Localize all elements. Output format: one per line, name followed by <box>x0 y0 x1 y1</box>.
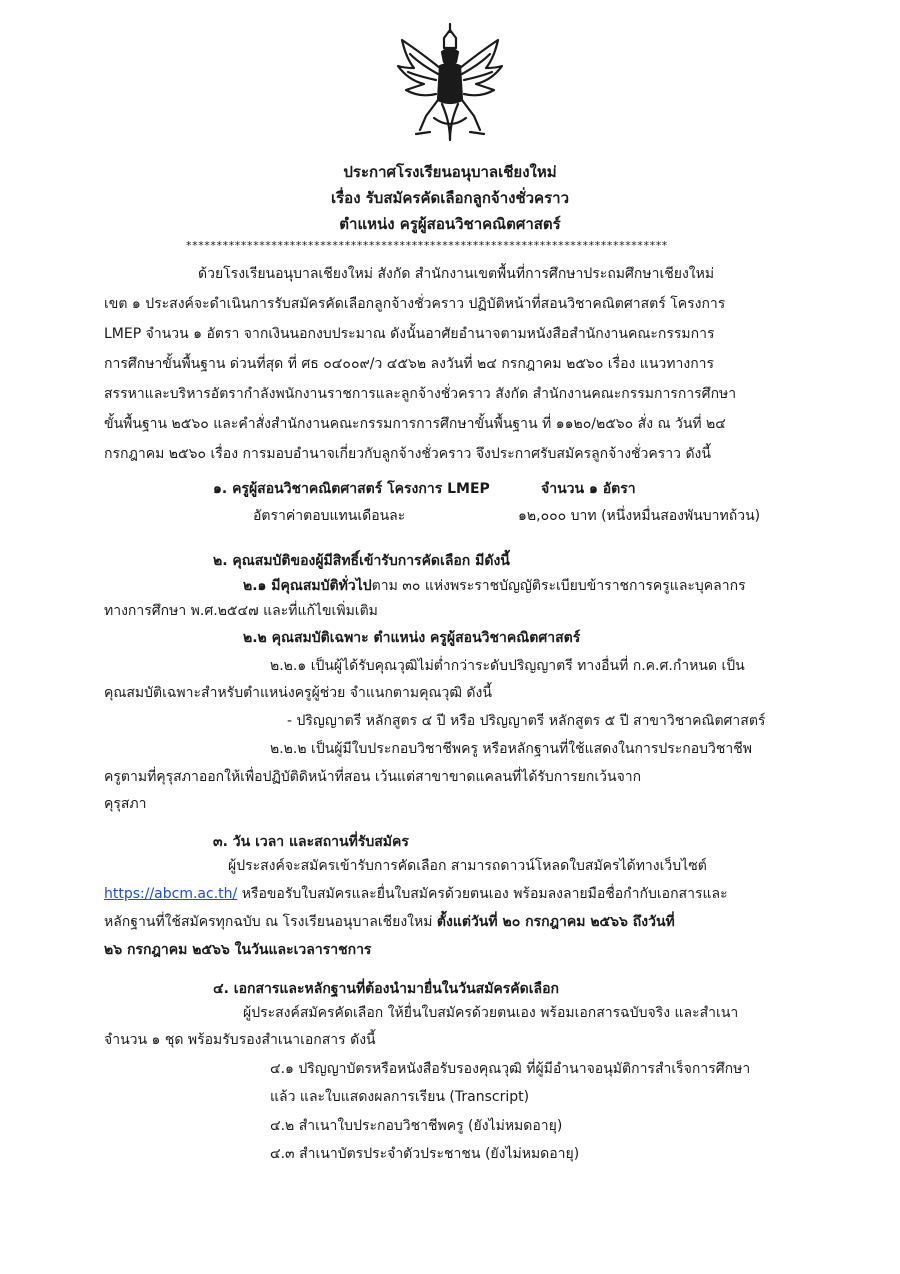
application-end-date: ๒๖ กรกฎาคม ๒๕๖๖ ในวันและเวลาราชการ <box>104 942 372 958</box>
section-1-title: ๑. ครูผู้สอนวิชาคณิตศาสตร์ โครงการ LMEP <box>213 481 490 497</box>
pay-value: ๑๒,๐๐๐ บาท (หนึ่งหมื่นสองพันบาทถ้วน) <box>518 508 761 524</box>
section-2-1-heading: ๒.๑ มีคุณสมบัติทั่วไป <box>243 578 372 594</box>
star-divider: ******************************************************************************* <box>186 239 668 252</box>
intro-line-4: การศึกษาขั้นพื้นฐาน ด่วนที่สุด ที่ ศธ ๐๔๐๐๙/ว ๔๕๖๒ ลงวันที่ ๒๔ กรกฎาคม ๒๕๖๐ เรื่อง แนวทางการ <box>104 356 715 372</box>
section-3-line-1: ผู้ประสงค์จะสมัครเข้ารับการคัดเลือก สามารถดาวน์โหลดใบสมัครได้ทางเว็บไซต์ <box>228 858 707 874</box>
section-3-line-2-text: หรือขอรับใบสมัครและยื่นใบสมัครด้วยตนเอง พร้อมลงลายมือชื่อกำกับเอกสารและ <box>237 886 728 902</box>
section-2-1-text: ตาม ๓๐ แห่งพระราชบัญญัติระเบียบข้าราชการครูและบุคลากร <box>371 578 746 594</box>
section-2-2-2-line-2: ครูตามที่คุรุสภาออกให้เพื่อปฏิบัติดิหน้าที่สอน เว้นแต่สาขาขาดแคลนที่ได้รับการยกเว้นจาก <box>104 769 642 785</box>
section-4-item-3: ๔.๓ สำเนาบัตรประจำตัวประชาชน (ยังไม่หมดอายุ) <box>270 1146 580 1162</box>
announcement-title: ประกาศโรงเรียนอนุบาลเชียงใหม่ <box>343 163 557 181</box>
section-2-1 <box>243 573 746 599</box>
section-2-2-2-line-3: คุรุสภา <box>104 796 147 812</box>
section-4-line-2: จำนวน ๑ ชุด พร้อมรับรองสำเนาเอกสาร ดังนี้ <box>104 1032 376 1048</box>
section-1-count: จำนวน ๑ อัตรา <box>541 481 636 497</box>
section-4-item-1-line-2: แล้ว และใบแสดงผลการเรียน (Transcript) <box>270 1089 530 1105</box>
section-2-2-1-bullet: - ปริญญาตรี หลักสูตร ๔ ปี หรือ ปริญญาตรี หลักสูตร ๕ ปี สาขาวิชาคณิตศาสตร์ <box>287 713 766 729</box>
section-4-item-2: ๔.๒ สำเนาใบประกอบวิชาชีพครู (ยังไม่หมดอายุ) <box>270 1118 563 1134</box>
section-3-title: ๓. วัน เวลา และสถานที่รับสมัคร <box>213 834 409 850</box>
section-2-2-title: ๒.๒ คุณสมบัติเฉพาะ ตำแหน่ง ครูผู้สอนวิชาคณิตศาสตร์ <box>243 630 581 646</box>
section-2-1-line-2: ทางการศึกษา พ.ศ.๒๕๔๗ และที่แก้ไขเพิ่มเติม <box>104 603 378 619</box>
garuda-emblem-icon <box>390 18 510 150</box>
intro-line-7: กรกฎาคม ๒๕๖๐ เรื่อง การมอบอำนาจเกี่ยวกับลูกจ้างชั่วคราว จึงประกาศรับสมัครลูกจ้างชั่วคราว ดังนี้ <box>104 446 711 462</box>
section-3-line-3-text: หลักฐานที่ใช้สมัครทุกฉบับ ณ โรงเรียนอนุบาลเชียงใหม่ <box>104 914 437 930</box>
intro-line-6: ขั้นพื้นฐาน ๒๕๖๐ และคำสั่งสำนักงานคณะกรรมการการศึกษาขั้นพื้นฐาน ที่ ๑๑๒๐/๒๕๖๐ สั่ง ณ วันที่ ๒๔ <box>104 416 726 432</box>
section-4-title: ๔. เอกสารและหลักฐานที่ต้องนำมายื่นในวันสมัครคัดเลือก <box>213 981 560 997</box>
section-4-item-1-line-1: ๔.๑ ปริญญาบัตรหรือหนังสือรับรองคุณวุฒิ ที่ผู้มีอำนาจอนุมัติการสำเร็จการศึกษา <box>270 1061 751 1077</box>
intro-line-3: LMEP จำนวน ๑ อัตรา จากเงินนอกงบประมาณ ดังนั้นอาศัยอำนาจตามหนังสือสำนักงานคณะกรรมการ <box>104 326 715 342</box>
announcement-subject: เรื่อง รับสมัครคัดเลือกลูกจ้างชั่วคราว <box>331 189 569 207</box>
section-2-2-2-line-1: ๒.๒.๒ เป็นผู้มีใบประกอบวิชาชีพครู หรือหลักฐานที่ใช้แสดงในการประกอบวิชาชีพ <box>270 741 752 757</box>
announcement-position: ตำแหน่ง ครูผู้สอนวิชาคณิตศาสตร์ <box>339 215 561 233</box>
intro-line-1: ด้วยโรงเรียนอนุบาลเชียงใหม่ สังกัด สำนักงานเขตพื้นที่การศึกษาประถมศึกษาเชียงใหม่ <box>198 266 715 282</box>
intro-line-5: สรรหาและบริหารอัตรากำลังพนักงานราชการและลูกจ้างชั่วคราว สังกัด สำนักงานคณะกรรมการการศึกษา <box>104 386 737 402</box>
section-3-line-2 <box>104 881 728 907</box>
website-link[interactable]: https://abcm.ac.th/ <box>104 886 238 902</box>
section-2-title: ๒. คุณสมบัติของผู้มีสิทธิ์เข้ารับการคัดเลือก มีดังนี้ <box>213 553 510 569</box>
section-3-line-3 <box>104 909 675 935</box>
application-start-date: ตั้งแต่วันที่ ๒๐ กรกฎาคม ๒๕๖๖ ถึงวันที่ <box>436 914 675 930</box>
section-2-2-1-line-2: คุณสมบัติเฉพาะสำหรับตำแหน่งครูผู้ช่วย จำแนกตามคุณวุฒิ ดังนี้ <box>104 685 492 701</box>
intro-line-2: เขต ๑ ประสงค์จะดำเนินการรับสมัครคัดเลือกลูกจ้างชั่วคราว ปฏิบัติหน้าที่สอนวิชาคณิตศาสตร์ โครงการ <box>104 296 726 312</box>
pay-label: อัตราค่าตอบแทนเดือนละ <box>253 508 406 524</box>
section-4-line-1: ผู้ประสงค์สมัครคัดเลือก ให้ยื่นใบสมัครด้วยตนเอง พร้อมเอกสารฉบับจริง และสำเนา <box>243 1005 739 1021</box>
section-2-2-1-line-1: ๒.๒.๑ เป็นผู้ได้รับคุณวุฒิไม่ต่ำกว่าระดับปริญญาตรี ทางอื่นที่ ก.ค.ศ.กำหนด เป็น <box>270 658 745 674</box>
